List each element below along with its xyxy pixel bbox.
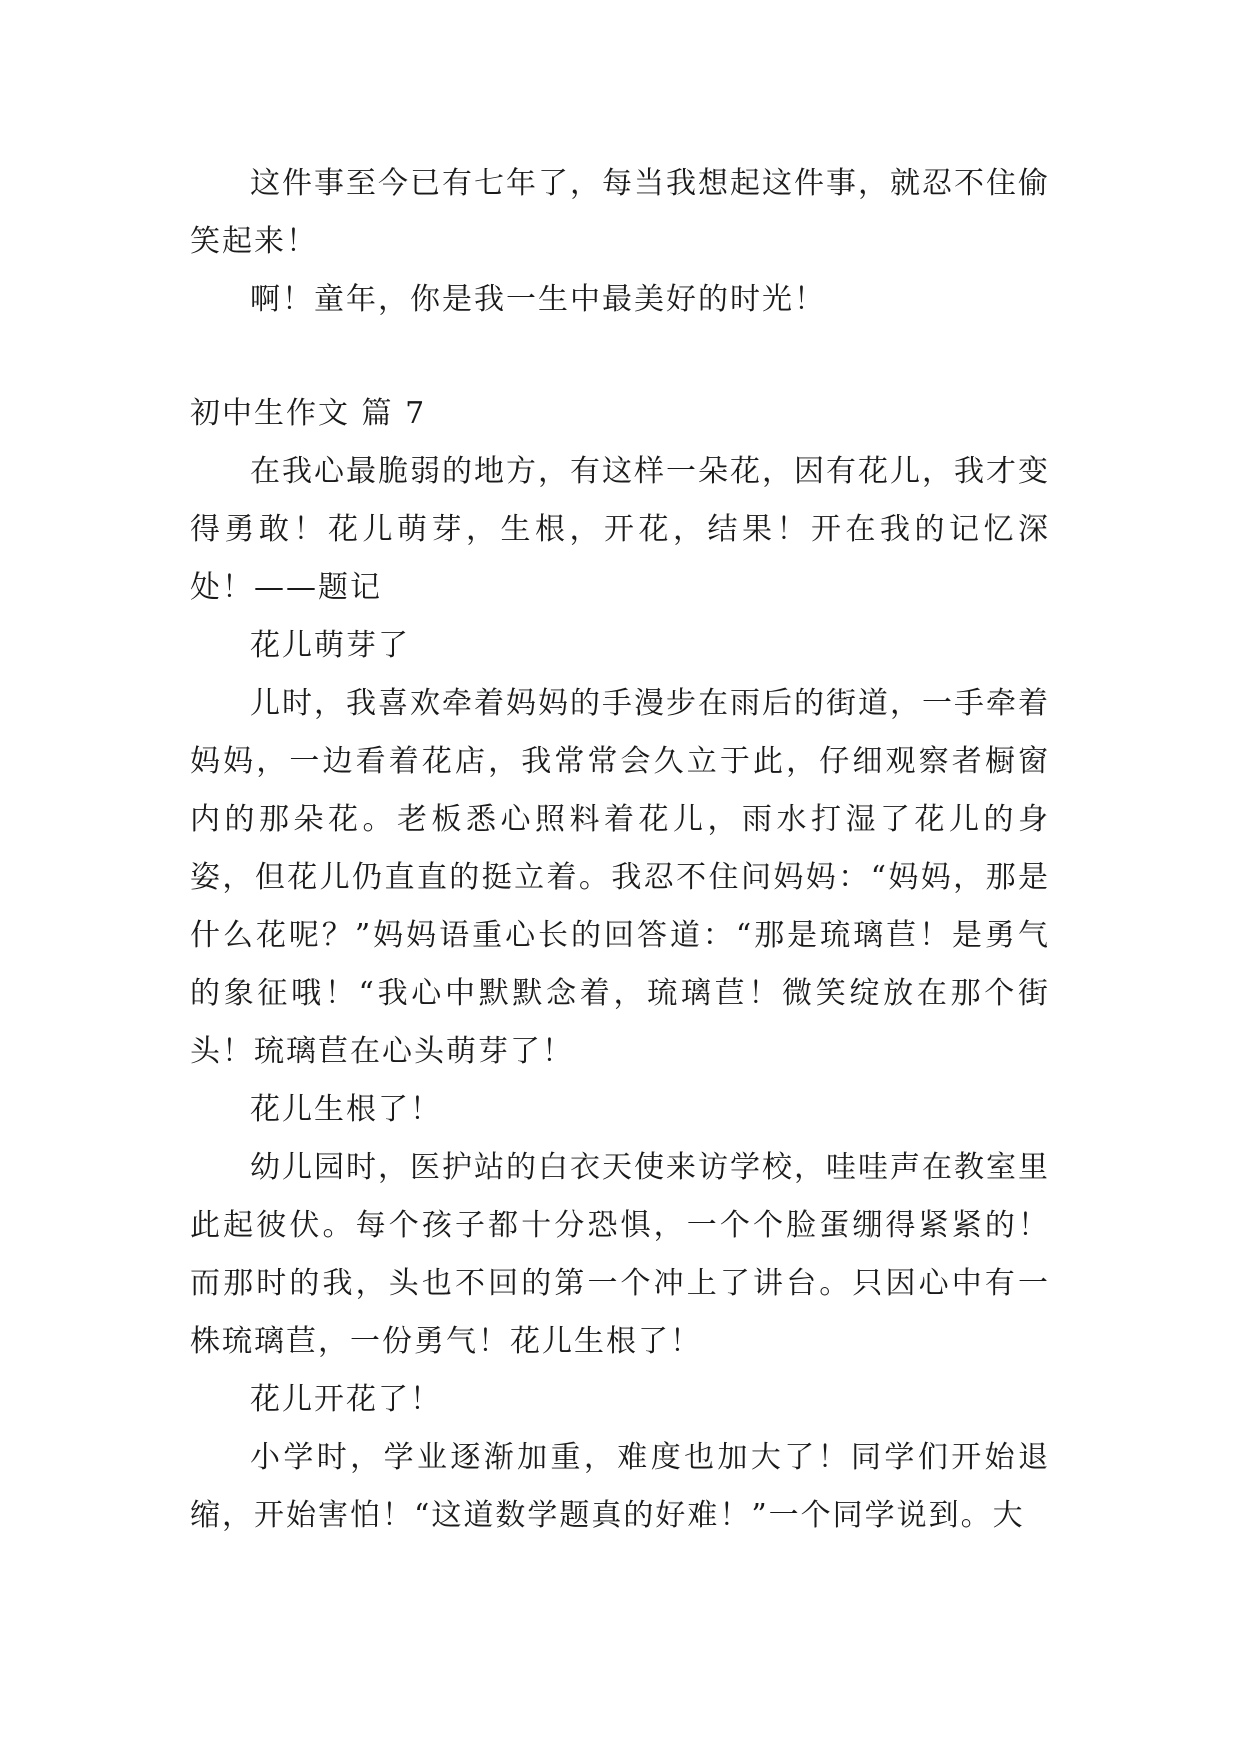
subheading-rooting: 花儿生根了！ — [250, 1092, 442, 1127]
paragraph-primary-school: 小学时，学业逐渐加重，难度也加大了！同学们开始退缩，开始害怕！“这道数学题真的好难！”一个同学说到。大 — [190, 1440, 1050, 1533]
paragraph-kindergarten: 幼儿园时，医护站的白衣天使来访学校，哇哇声在教室里此起彼伏。每个孩子都十分恐惧，一个个脸蛋绷得紧紧的！而那时的我，头也不回的第一个冲上了讲台。只因心中有一株琉璃苣，一份勇气！花儿生根了！ — [190, 1150, 1050, 1359]
paragraph-reflection: 这件事至今已有七年了，每当我想起这件事，就忍不住偷笑起来！ — [190, 166, 1050, 259]
section-spacer — [190, 329, 1050, 385]
paragraph-childhood-flower-shop: 儿时，我喜欢牵着妈妈的手漫步在雨后的街道，一手牵着妈妈，一边看着花店，我常常会久立于此，仔细观察者橱窗内的那朵花。老板悉心照料着花儿，雨水打湿了花儿的身姿，但花儿仍直直的挺立着。我忍不住问妈妈：“妈妈，那是什么花呢？”妈妈语重心长的回答道：“那是琉璃苣！是勇气的象征哦！“我心中默默念着，琉璃苣！微笑绽放在那个街头！琉璃苣在心头萌芽了！ — [190, 686, 1050, 1069]
section-title: 初中生作文 篇 7 — [190, 396, 427, 431]
paragraph-epigraph: 在我心最脆弱的地方，有这样一朵花，因有花儿，我才变得勇敢！花儿萌芽，生根，开花，结果！开在我的记忆深处！——题记 — [190, 454, 1050, 605]
subheading-blooming: 花儿开花了！ — [250, 1382, 442, 1417]
subheading-sprouting: 花儿萌芽了 — [250, 628, 410, 663]
paragraph-childhood-exclamation: 啊！童年，你是我一生中最美好的时光！ — [250, 282, 826, 317]
document-body — [190, 155, 1050, 1545]
